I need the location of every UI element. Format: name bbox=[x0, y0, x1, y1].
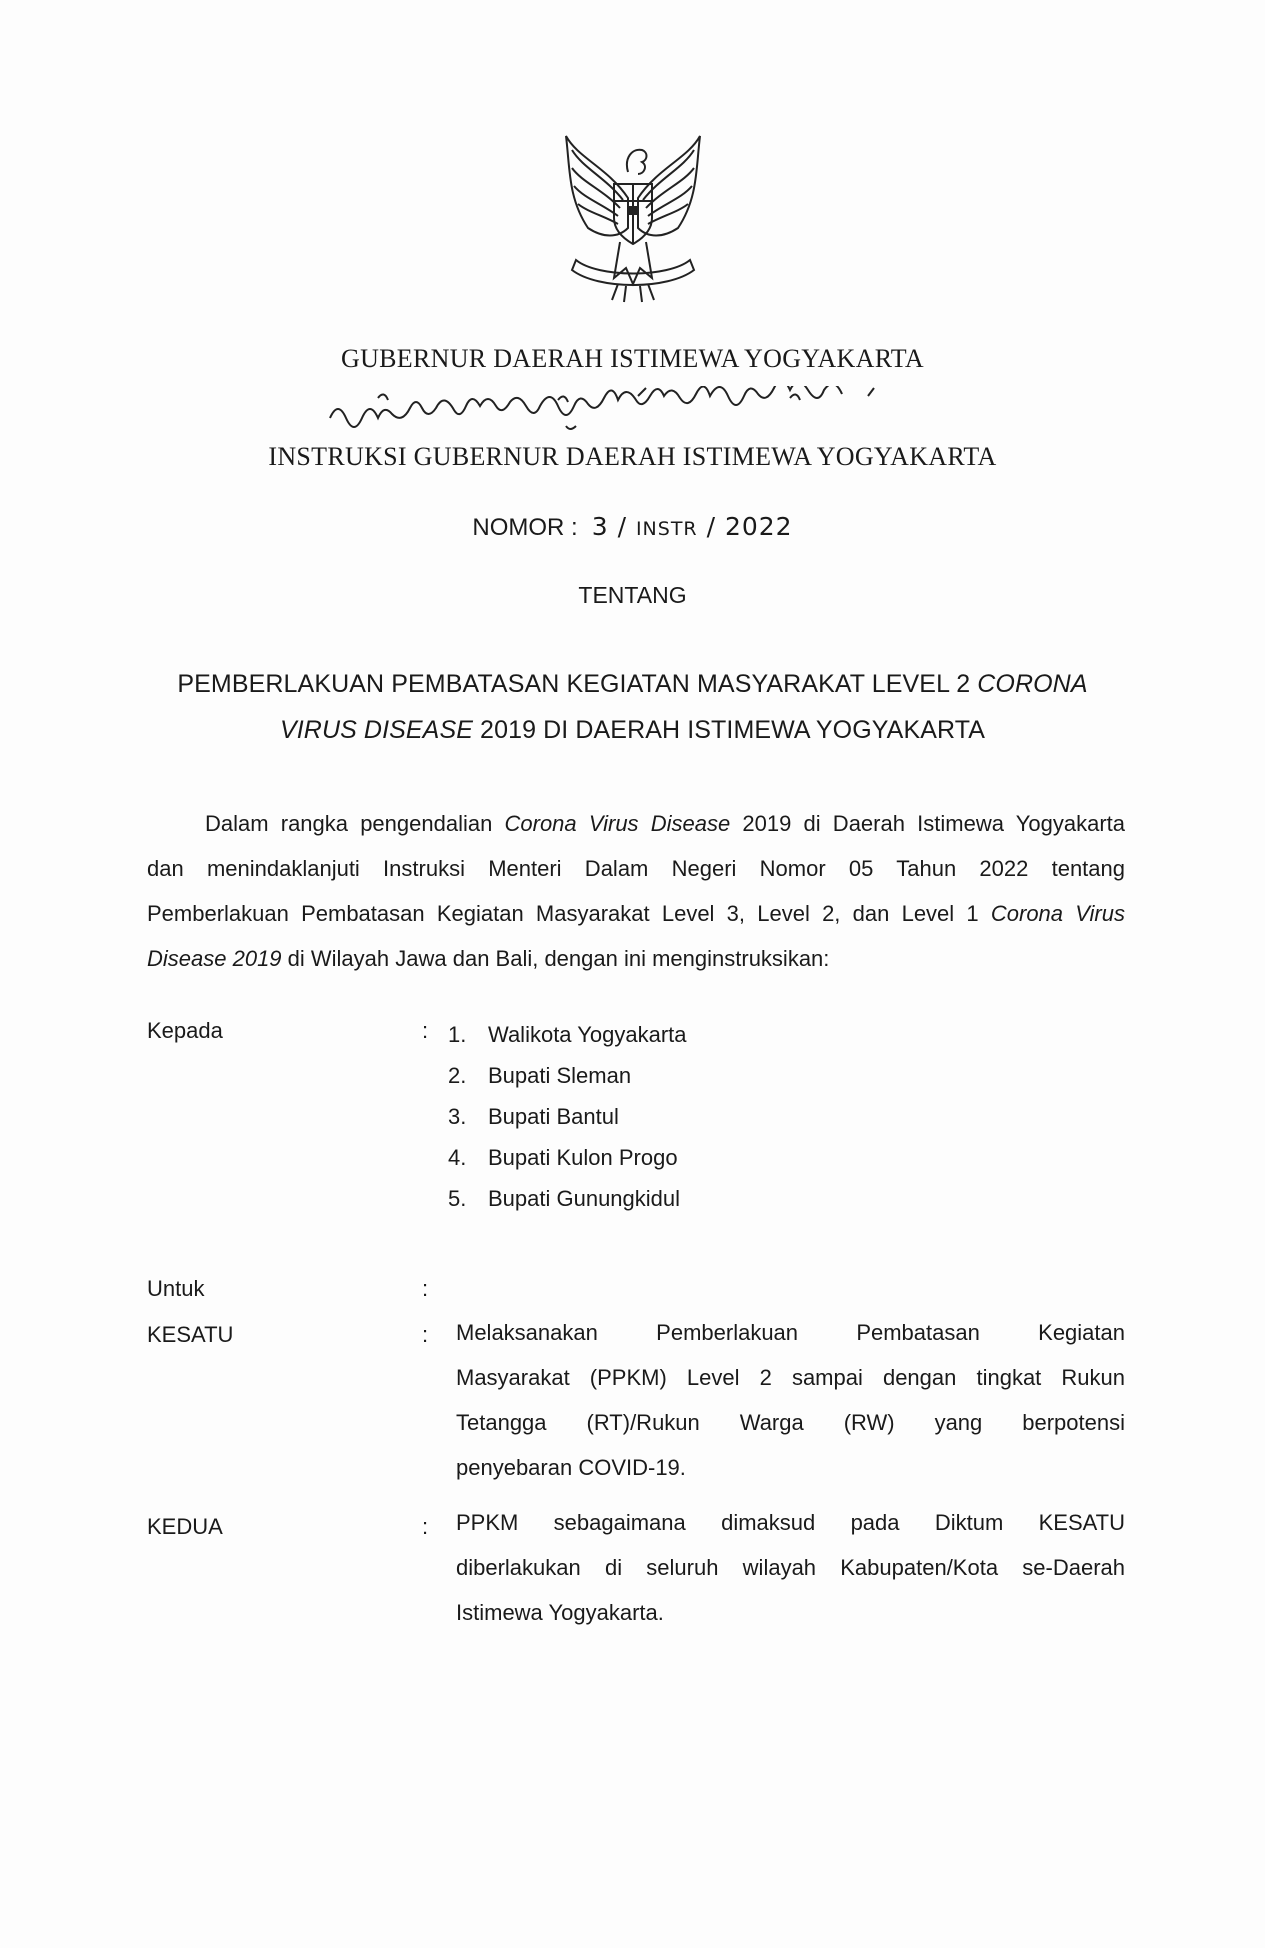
nomor-part-2: INSTR bbox=[635, 518, 698, 540]
intro-line-4: Disease 2019 di Wilayah Jawa dan Bali, dengan ini menginstruksikan: bbox=[147, 946, 830, 971]
untuk-colon: : bbox=[422, 1276, 429, 1301]
subject-line-1 bbox=[0, 670, 1265, 699]
list-item: 2. Bupati Sleman bbox=[448, 1063, 632, 1088]
kedua-line-3: Istimewa Yogyakarta. bbox=[456, 1600, 664, 1625]
document-number bbox=[0, 512, 1265, 542]
untuk-label: Untuk bbox=[147, 1276, 205, 1301]
recipient-list bbox=[448, 1014, 687, 1219]
kesatu-label: KESATU bbox=[147, 1322, 234, 1347]
nomor-handwritten bbox=[592, 512, 793, 541]
kepada-colon: : bbox=[422, 1018, 429, 1043]
instruction-heading: INSTRUKSI GUBERNUR DAERAH ISTIMEWA YOGYAKARTA bbox=[268, 442, 997, 471]
kedua-line-1: PPKM sebagaimana dimaksud pada Diktum KESATU bbox=[456, 1510, 1125, 1535]
subject-line-1-text: PEMBERLAKUAN PEMBATASAN KEGIATAN MASYARAKAT LEVEL 2 bbox=[177, 670, 978, 698]
list-item: 3. Bupati Bantul bbox=[448, 1104, 619, 1129]
kesatu-line-2: Masyarakat (PPKM) Level 2 sampai dengan tingkat Rukun bbox=[456, 1365, 1125, 1390]
list-item: 5. Bupati Gunungkidul bbox=[448, 1186, 681, 1211]
intro-line-1: Dalam rangka pengendalian Corona Virus Disease 2019 di Daerah Istimewa Yogyakarta bbox=[205, 811, 1125, 836]
kesatu-line-3: Tetangga (RT)/Rukun Warga (RW) yang berpotensi bbox=[456, 1410, 1125, 1435]
subject-line-2-text: 2019 DI DAERAH ISTIMEWA YOGYAKARTA bbox=[473, 716, 985, 744]
kedua-label: KEDUA bbox=[147, 1514, 223, 1539]
kesatu-clause bbox=[456, 1310, 1125, 1490]
subject-line-2 bbox=[0, 716, 1265, 745]
nomor-label: NOMOR : bbox=[472, 514, 578, 541]
kesatu-line-1: Melaksanakan Pemberlakuan Pembatasan Kegiatan bbox=[456, 1320, 1125, 1345]
garuda-emblem-icon bbox=[548, 128, 718, 306]
list-item: 1. Walikota Yogyakarta bbox=[448, 1022, 687, 1047]
kedua-colon: : bbox=[422, 1514, 429, 1539]
tentang-heading: TENTANG bbox=[578, 582, 687, 608]
kedua-line-2: diberlakukan di seluruh wilayah Kabupaten/Kota se-Daerah bbox=[456, 1555, 1125, 1580]
subject-line-1-italic: CORONA bbox=[977, 670, 1088, 698]
nomor-part-3: / 2022 bbox=[697, 512, 793, 541]
kesatu-line-4: penyebaran COVID-19. bbox=[456, 1455, 686, 1480]
list-item: 4. Bupati Kulon Progo bbox=[448, 1145, 678, 1170]
governor-heading: GUBERNUR DAERAH ISTIMEWA YOGYAKARTA bbox=[341, 344, 924, 373]
nomor-part-1: 3 / bbox=[591, 512, 636, 541]
intro-line-2: dan menindaklanjuti Instruksi Menteri Dalam Negeri Nomor 05 Tahun 2022 tentang bbox=[147, 856, 1125, 881]
intro-line-3: Pemberlakuan Pembatasan Kegiatan Masyarakat Level 3, Level 2, dan Level 1 Corona Virus bbox=[147, 901, 1125, 926]
javanese-script-heading bbox=[320, 386, 920, 436]
kedua-clause bbox=[456, 1500, 1125, 1635]
subject-line-2-italic: VIRUS DISEASE bbox=[279, 716, 474, 744]
intro-paragraph bbox=[147, 801, 1125, 981]
kepada-label: Kepada bbox=[147, 1018, 223, 1043]
kesatu-colon: : bbox=[422, 1322, 429, 1347]
